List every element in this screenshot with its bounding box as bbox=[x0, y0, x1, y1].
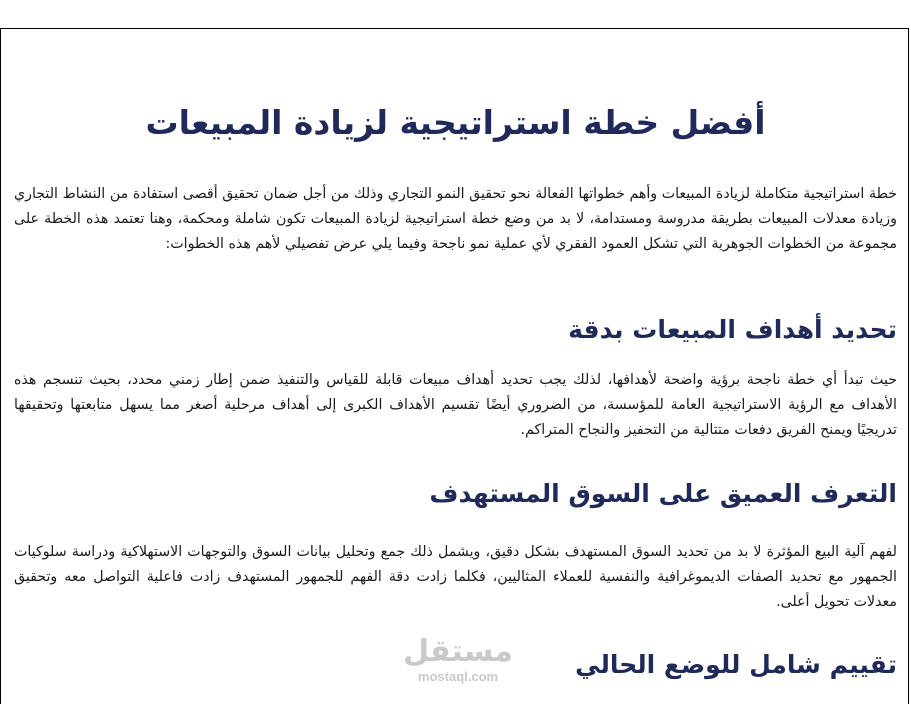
section-heading-assessment: تقييم شامل للوضع الحالي bbox=[575, 650, 897, 679]
section-paragraph-market: لفهم آلية البيع المؤثرة لا بد من تحديد السوق المستهدف بشكل دقيق، ويشمل ذلك جمع وتحليل بيانات السوق والتوجهات الاستهلاكية ودراسة سلوكيات الجمهور مع تحديد الصفات الديموغرافية والنفسية للعملاء المثاليين، فكلما زادت دقة الفهم للجمهور المستهدف زادت فاعلية التواصل معه وتحقيق معدلات تحويل أعلى. bbox=[14, 544, 897, 610]
watermark-latin: mostaql.com bbox=[417, 669, 499, 684]
watermark-arabic: مستقل bbox=[403, 634, 513, 669]
section-heading-goals: تحديد أهداف المبيعات بدقة bbox=[568, 315, 897, 344]
section-heading-market: التعرف العميق على السوق المستهدف bbox=[429, 479, 897, 508]
page-title: أفضل خطة استراتيجية لزيادة المبيعات bbox=[145, 103, 766, 142]
mostaql-watermark bbox=[398, 634, 518, 684]
section-paragraph-goals: حيث تبدأ أي خطة ناجحة برؤية واضحة لأهدافها، لذلك يجب تحديد أهداف مبيعات قابلة للقياس والتنفيذ ضمن إطار زمني محدد، بحيث تنسجم هذه الأهداف مع الرؤية الاستراتيجية العامة للمؤسسة، من الضروري أيضًا تقسيم الأهداف الكبرى إلى أهداف مرحلية أصغر مما يسهل متابعتها وتحقيقها تدريجيًا ويمنح الفريق دفعات متتالية من التحفيز والنجاح المتراكم. bbox=[14, 372, 897, 438]
intro-paragraph: خطة استراتيجية متكاملة لزيادة المبيعات وأهم خطواتها الفعالة نحو تحقيق النمو التجاري وذلك من أجل ضمان تحقيق أقصى استفادة من النشاط التجاري وزيادة معدلات المبيعات بطريقة مدروسة ومستدامة، لا بد من وضع خطة استراتيجية لزيادة المبيعات تكون شاملة ومحكمة، وهنا تعتمد هذه الخطة على مجموعة من الخطوات الجوهرية التي تشكل العمود الفقري لأي عملية نمو ناجحة وفيما يلي عرض تفصيلي لأهم هذه الخطوات: bbox=[14, 186, 897, 252]
